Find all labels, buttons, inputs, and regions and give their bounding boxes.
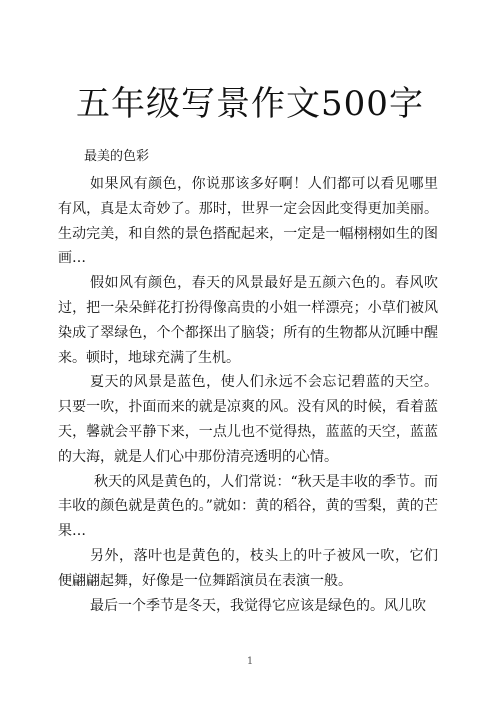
paragraph-2: 假如风有颜色，春天的风景最好是五颜六色的。春风吹过，把一朵朵鲜花打扮得像高贵的小姐一样漂亮；小草们被风染成了翠绿色，个个都探出了脑袋；所有的生物都从沉睡中醒来。顿时，地球充满了生机。	[58, 275, 438, 366]
page-title: 五年级写景作文500字	[76, 84, 424, 124]
paragraph-6: 最后一个季节是冬天，我觉得它应该是绿色的。风儿吹	[90, 597, 426, 614]
paragraph-3: 夏天的风景是蓝色，使人们永远不会忘记碧蓝的天空。只要一吹，扑面而来的就是凉爽的风。没有风的时候，看着蓝天，馨就会平静下来，一点儿也不觉得热，蓝蓝的天空，蓝蓝的大海，就是人们心中那份清亮透明的心情。	[58, 374, 438, 465]
paragraph-1: 如果风有颜色，你说那该多好啊！人们都可以看见哪里有风，真是太奇妙了。那时，世界一定会因此变得更加美丽。生动完美，和自然的景色搭配起来，一定是一幅栩栩如生的图画…	[58, 176, 438, 267]
paragraph-4: 秋天的风是黄色的，人们常说：“秋天是丰收的季节。而丰收的颜色就是黄色的。”就如：黄的稻谷，黄的雪梨，黄的芒果…	[58, 473, 438, 540]
article-body	[58, 145, 438, 618]
paragraph-5: 另外，落叶也是黄色的，枝头上的叶子被风一吹，它们便翩翩起舞，好像是一位舞蹈演员在表演一般。	[58, 547, 438, 589]
page-number: 1	[246, 656, 254, 667]
article-subtitle: 最美的色彩	[84, 149, 150, 164]
